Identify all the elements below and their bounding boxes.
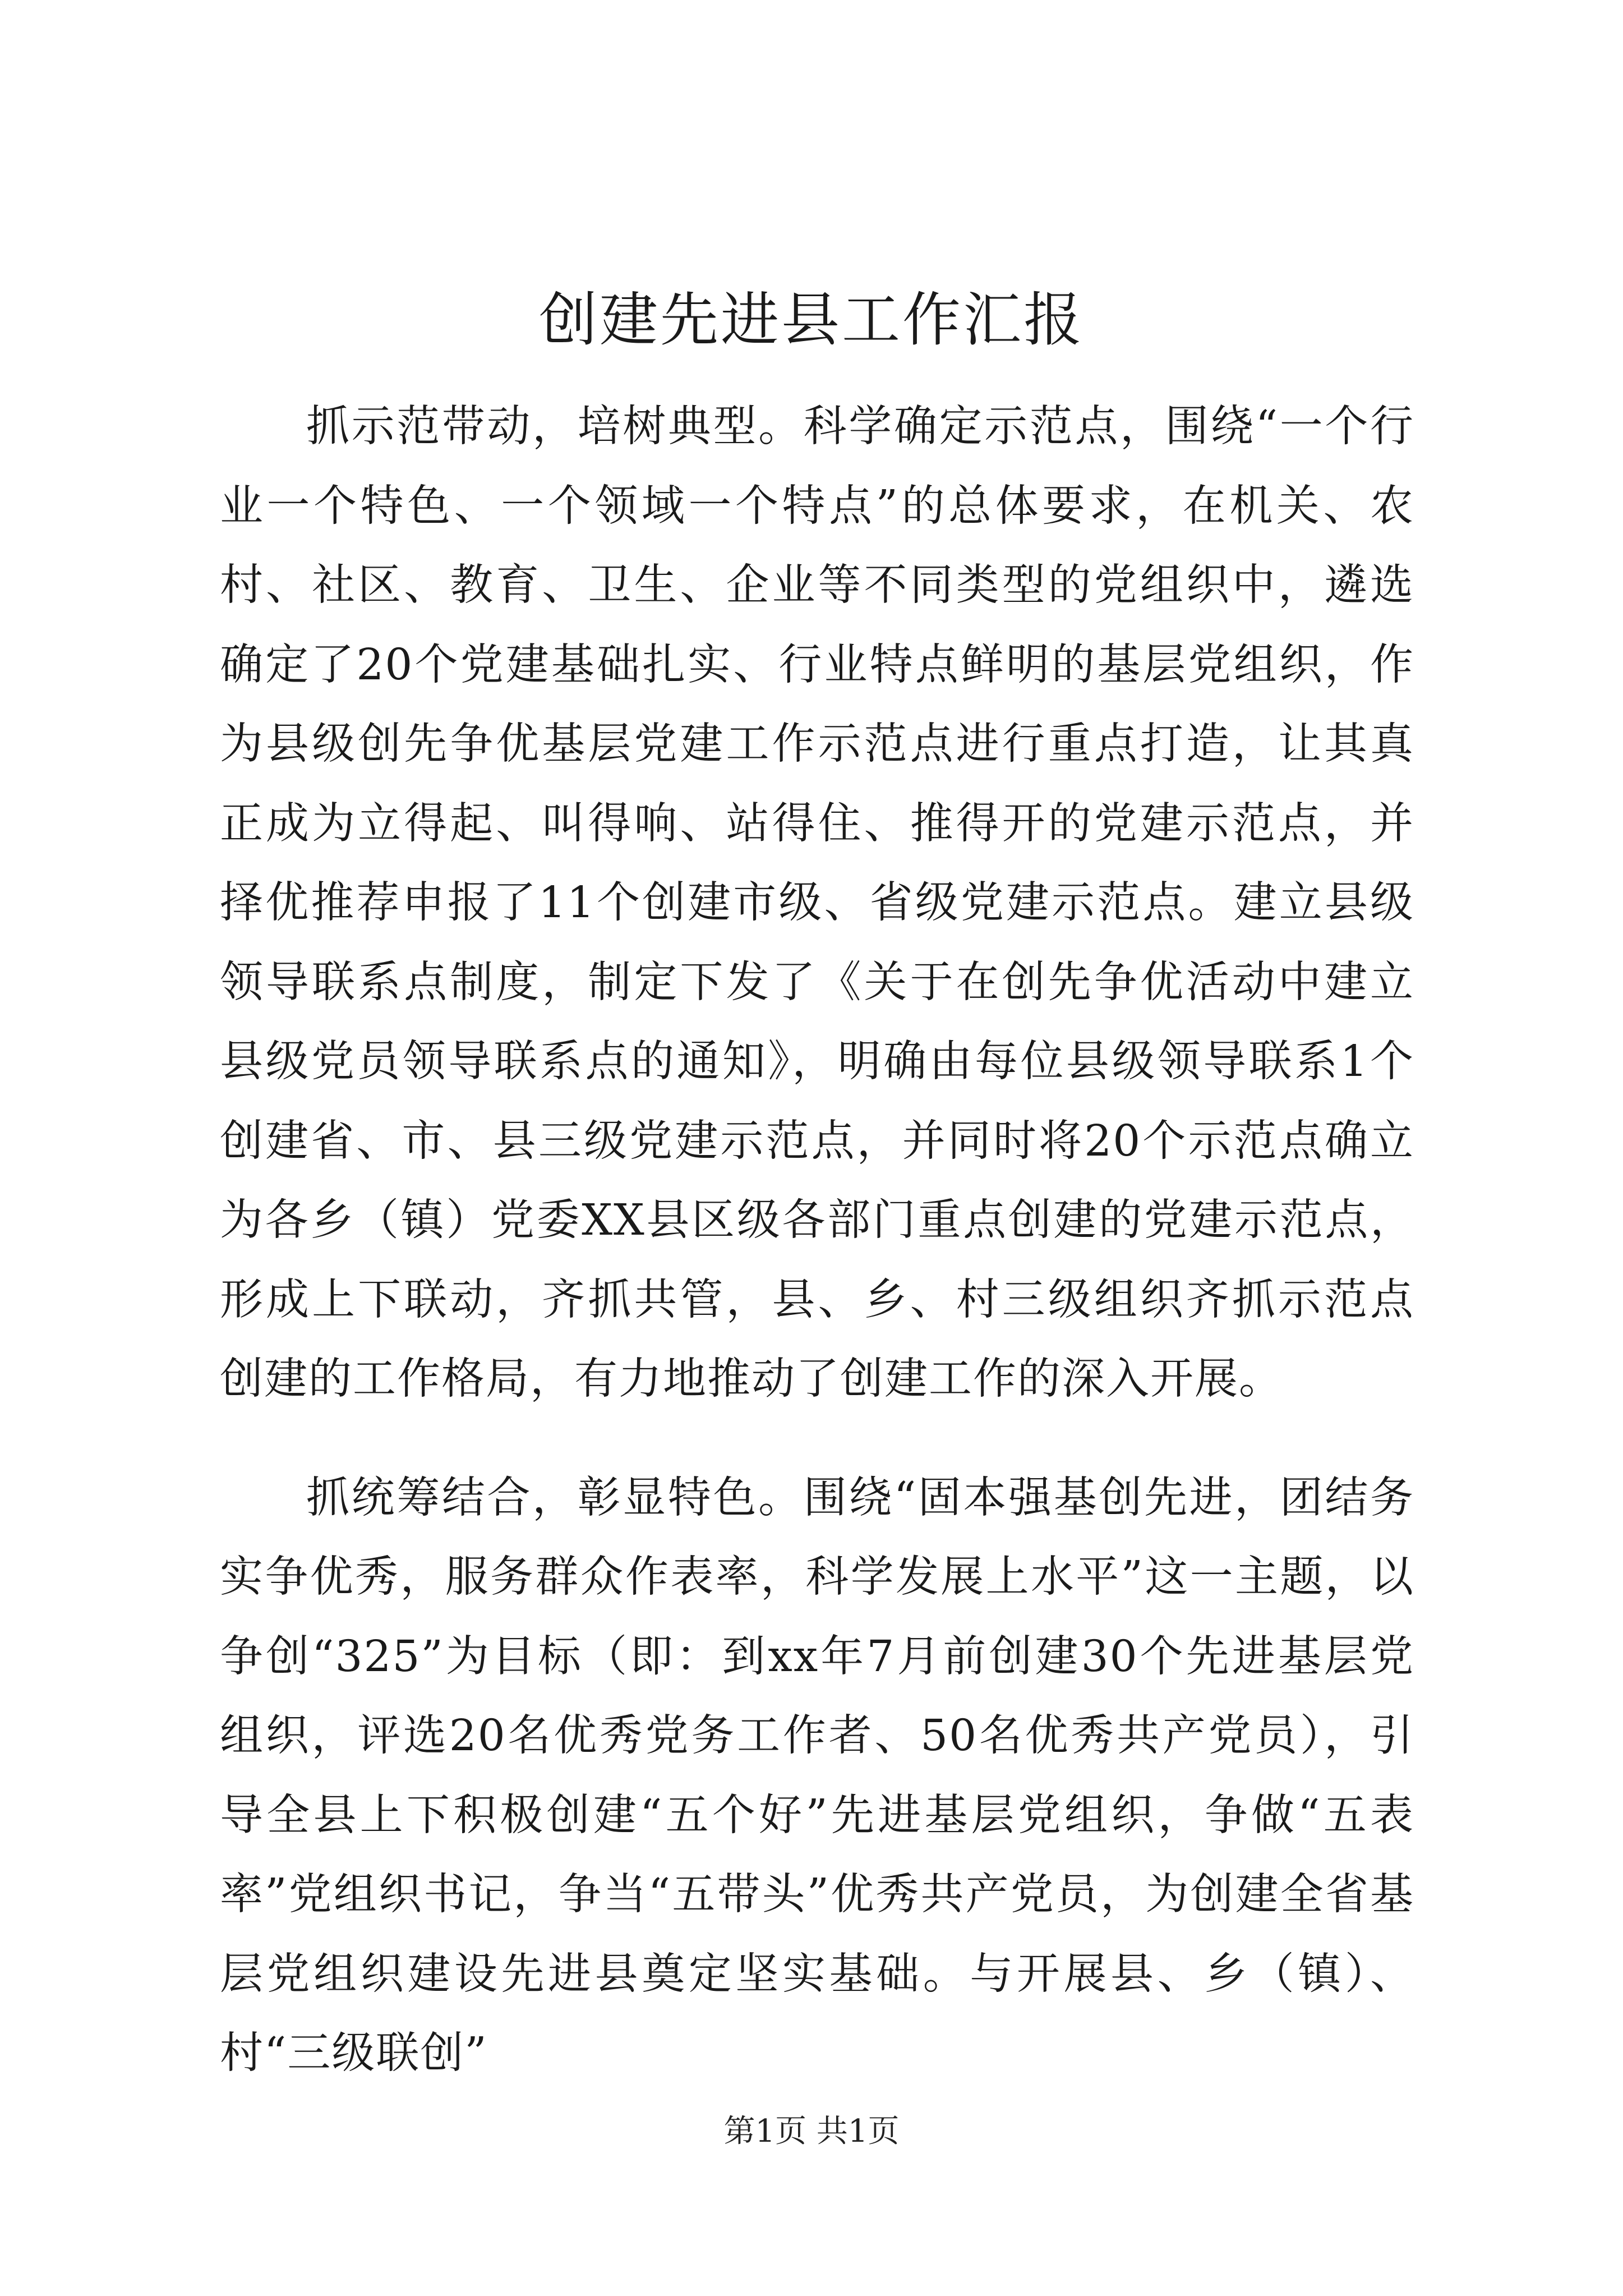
document-title: 创建先进县工作汇报 xyxy=(538,286,1084,354)
paragraph-demonstration: 抓示范带动，培树典型。科学确定示范点，围绕“一个行业一个特色、一个领域一个特点”的总体要求，在机关、农村、社区、教育、卫生、企业等不同类型的党组织中，遴选确定了20个党建基础扎实、行业特点鲜明的基层党组织，作为县级创先争优基层党建工作示范点进行重点打造，让其真正成为立得起、叫得响、站得住、推得开的党建示范点，并择优推荐申报了11个创建市级、省级党建示范点。建立县级领导联系点制度，制定下发了《关于在创先争优活动中建立县级党员领导联系点的通知》，明确由每位县级领导联系1个创建省、市、县三级党建示范点，并同时将20个示范点确立为各乡（镇）党委XX县区级各部门重点创建的党建示范点，形成上下联动，齐抓共管，县、乡、村三级组织齐抓示范点创建的工作格局，有力地推动了创建工作的深入开展。 xyxy=(220,402,1414,1404)
paragraph-coordination: 抓统筹结合，彰显特色。围绕“固本强基创先进，团结务实争优秀，服务群众作表率，科学发展上水平”这一主题，以争创“325”为目标（即：到xx年7月前创建30个先进基层党组织，评选20名优秀党务工作者、50名优秀共产党员），引导全县上下积极创建“五个好”先进基层党组织，争做“五表率”党组织书记，争当“五带头”优秀共产党员，为创建全省基层党组织建设先进县奠定坚实基础。与开展县、乡（镇）、村“三级联创” xyxy=(220,1473,1414,2078)
page-footer: 第1页 共1页 xyxy=(723,2113,900,2150)
document-body xyxy=(220,387,1414,2093)
